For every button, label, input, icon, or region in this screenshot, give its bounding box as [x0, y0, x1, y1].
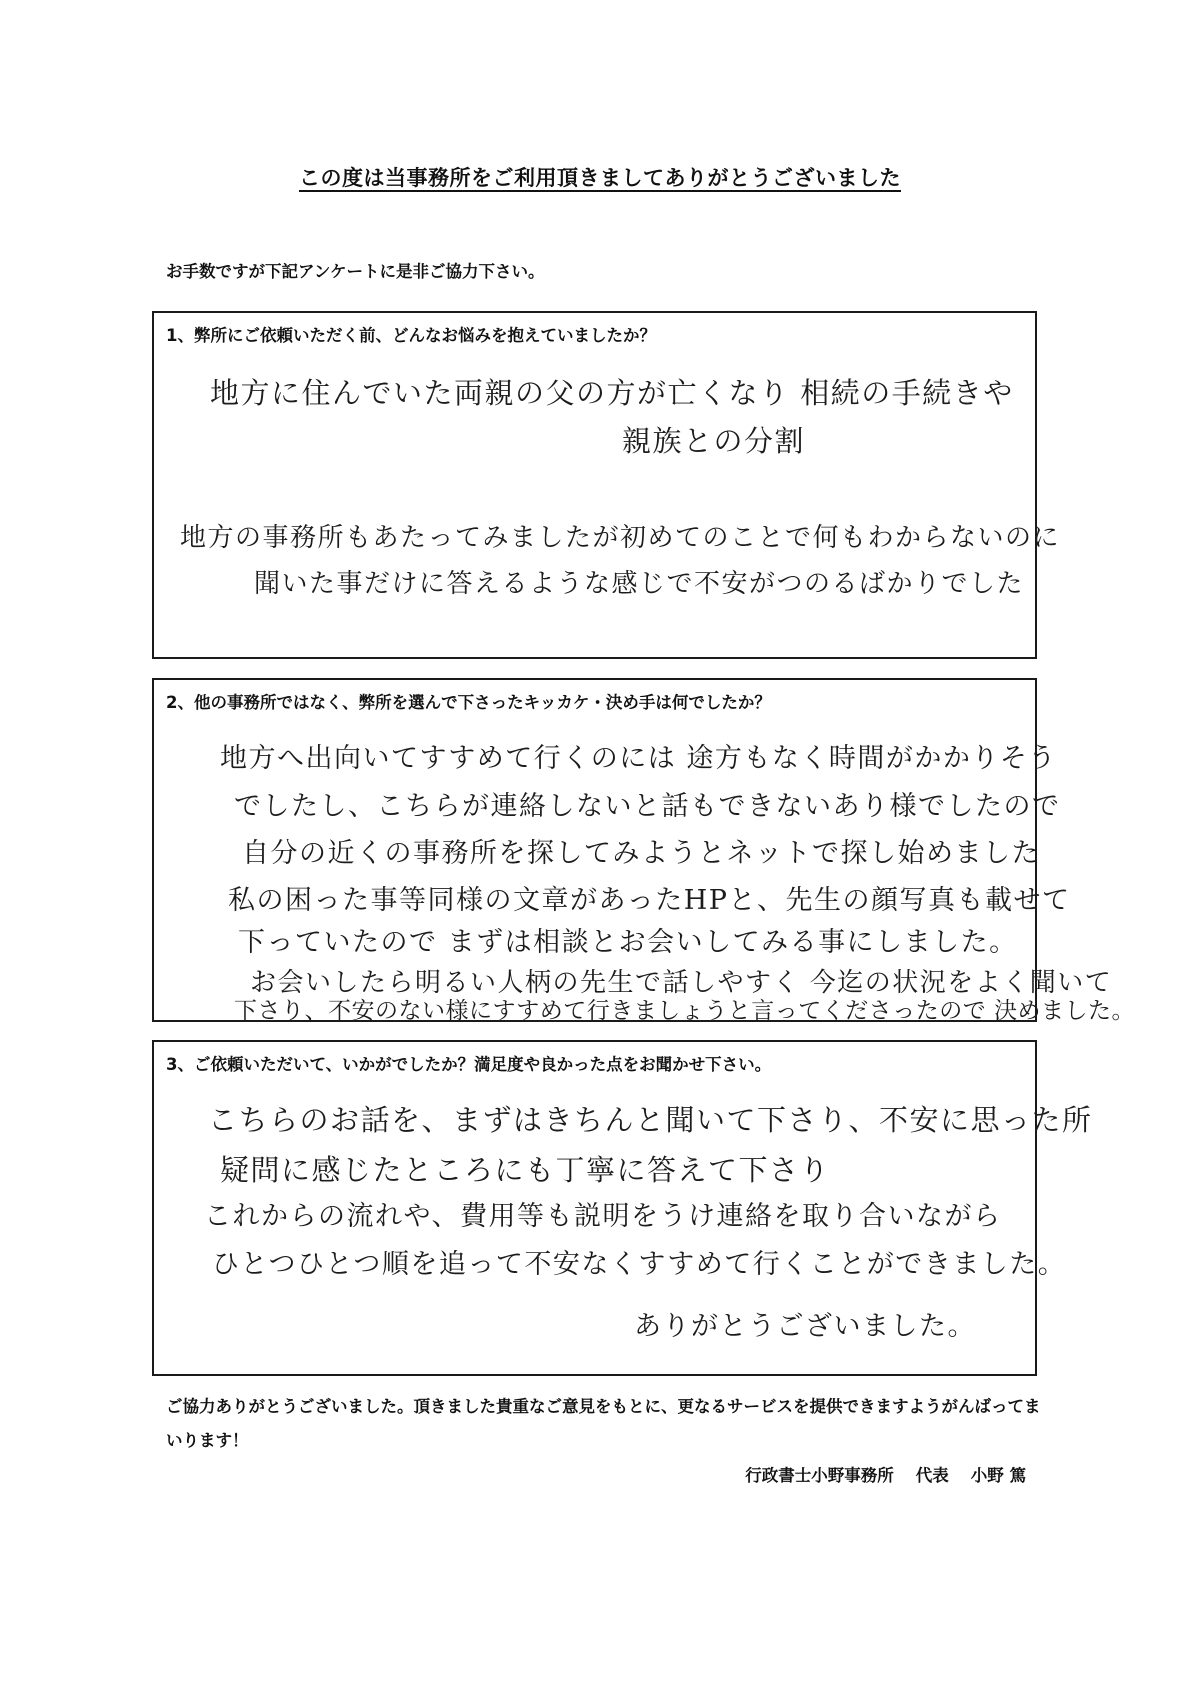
signature-office: 行政書士小野事務所	[745, 1466, 894, 1485]
answer-3-line-2: 疑問に感じたところにも丁寧に答えて下さり	[220, 1153, 831, 1187]
answer-1-line-3: 地方の事務所もあたってみましたが初めてのことで何もわからないのに	[180, 523, 1061, 553]
answer-3-line-3: これからの流れや、費用等も説明をうけ連絡を取り合いながら	[204, 1201, 1002, 1232]
answer-3-line-4: ひとつひとつ順を追って不安なくすすめて行くことができました。	[212, 1249, 1067, 1280]
question-box-3	[152, 1040, 1093, 1376]
answer-2-line-5: 下っていたので まずは相談とお会いしてみる事にしました。	[238, 927, 1018, 958]
question-label-1: 1、弊所にご依頼いただく前、どんなお悩みを抱えていましたか？	[166, 326, 656, 345]
survey-intro: お手数ですが下記アンケートに是非ご協力下さい。	[166, 262, 545, 281]
signature	[745, 1462, 1026, 1486]
answer-2-line-6: お会いしたら明るい人柄の先生で話しやすく 今迄の状況をよく聞いて	[250, 968, 1113, 998]
question-label-2: 2、他の事務所ではなく、弊所を選んで下さったキッカケ・決め手は何でしたか？	[166, 693, 771, 712]
page-title-text: この度は当事務所をご利用頂きましてありがとうございました	[299, 166, 901, 190]
answer-2-line-7: 下さり、不安のない様にすすめて行きましょうと言ってくださったので 決めました。	[234, 998, 1136, 1024]
question-label-3: 3、ご依頼いただいて、いかがでしたか？満足度や良かった点をお聞かせ下さい。	[166, 1055, 772, 1074]
answer-2-line-3: 自分の近くの事務所を探してみようとネットで探し始めました	[242, 838, 1040, 869]
answer-1-line-4: 聞いた事だけに答えるような感じで不安がつのるばかりでした	[254, 569, 1025, 599]
signature-role: 代表	[915, 1466, 949, 1485]
answer-3-line-5: ありがとうございました。	[634, 1311, 976, 1342]
answer-2-line-4: 私の困った事等同様の文章があったHPと、先生の顔写真も載せて	[228, 885, 1071, 916]
signature-name: 小野 篤	[970, 1466, 1026, 1485]
question-box-1	[152, 311, 1061, 659]
answer-1-line-2: 親族との分割	[622, 424, 806, 458]
answer-3-line-1: こちらのお話を、まずはきちんと聞いて下さり、不安に思った所	[208, 1103, 1093, 1137]
answer-2-line-1: 地方へ出向いてすすめて行くのには 途方もなく時間がかかりそう	[220, 743, 1057, 774]
answer-1-line-1: 地方に住んでいた両親の父の方が亡くなり 相続の手続きや	[210, 376, 1014, 410]
closing-message: ご協力ありがとうございました。頂きました貴重なご意見をもとに、更なるサービスを提供できますようがんばってまいります！	[166, 1397, 1041, 1450]
answer-2-line-2: でしたし、こちらが連絡しないと話もできないあり様でしたので	[234, 791, 1061, 822]
question-box-2	[152, 678, 1136, 1024]
page-title	[0, 162, 1200, 192]
